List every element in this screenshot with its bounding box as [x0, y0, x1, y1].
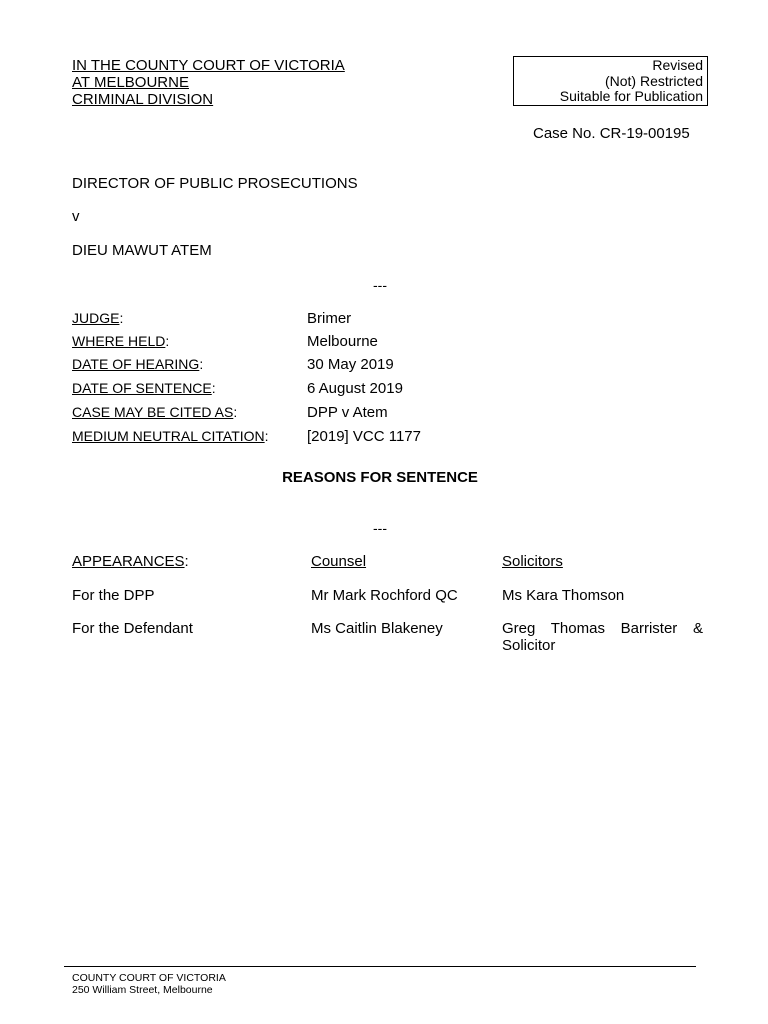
case-number: Case No. CR-19-00195	[533, 125, 690, 142]
prosecution-party: DIRECTOR OF PUBLIC PROSECUTIONS	[72, 175, 358, 192]
court-line: CRIMINAL DIVISION	[72, 91, 214, 108]
detail-value-medium-neutral-citation: [2019] VCC 1177	[307, 428, 421, 445]
appearance-party-defendant: For the Defendant	[72, 620, 193, 637]
detail-value-date-of-hearing: 30 May 2019	[307, 356, 394, 373]
footer-divider	[64, 966, 696, 967]
court-heading	[72, 57, 345, 108]
footer-court-name: COUNTY COURT OF VICTORIA	[72, 972, 226, 984]
separator: ---	[373, 277, 387, 293]
appearance-party-dpp: For the DPP	[72, 587, 155, 604]
versus: v	[72, 208, 80, 225]
defendant-party: DIEU MAWUT ATEM	[72, 242, 212, 259]
appearance-counsel-dpp: Mr Mark Rochford QC	[311, 587, 458, 604]
status-line: Revised	[652, 57, 703, 73]
solicitors-header: Solicitors	[502, 553, 563, 570]
reasons-title: REASONS FOR SENTENCE	[282, 469, 478, 486]
court-line: AT MELBOURNE	[72, 74, 189, 91]
detail-label-date-of-sentence: DATE OF SENTENCE:	[72, 380, 216, 396]
counsel-header: Counsel	[311, 553, 367, 570]
status-line: (Not) Restricted	[604, 72, 703, 89]
detail-label-judge: JUDGE:	[72, 310, 124, 326]
detail-label-date-of-hearing: DATE OF HEARING:	[72, 356, 204, 372]
appearances-heading: APPEARANCES:	[72, 553, 189, 570]
court-line: IN THE COUNTY COURT OF VICTORIA	[72, 57, 345, 74]
detail-value-where-held: Melbourne	[307, 333, 378, 350]
appearance-counsel-defendant: Ms Caitlin Blakeney	[311, 620, 443, 637]
detail-value-case-cited-as: DPP v Atem	[307, 404, 388, 421]
detail-label-medium-neutral-citation: MEDIUM NEUTRAL CITATION:	[72, 428, 269, 444]
appearance-solicitor-dpp: Ms Kara Thomson	[502, 587, 625, 604]
detail-value-judge: Brimer	[307, 310, 352, 327]
detail-label-case-cited-as: CASE MAY BE CITED AS:	[72, 404, 238, 420]
status-line: Suitable for Publication	[559, 88, 703, 104]
detail-value-date-of-sentence: 6 August 2019	[307, 380, 403, 397]
appearance-solicitor-defendant: Greg Thomas Barrister & Solicitor	[502, 620, 703, 654]
footer	[72, 972, 226, 996]
publication-status-box	[513, 56, 708, 106]
detail-label-where-held: WHERE HELD:	[72, 333, 170, 349]
footer-address: 250 William Street, Melbourne	[72, 984, 213, 996]
separator: ---	[373, 520, 387, 536]
